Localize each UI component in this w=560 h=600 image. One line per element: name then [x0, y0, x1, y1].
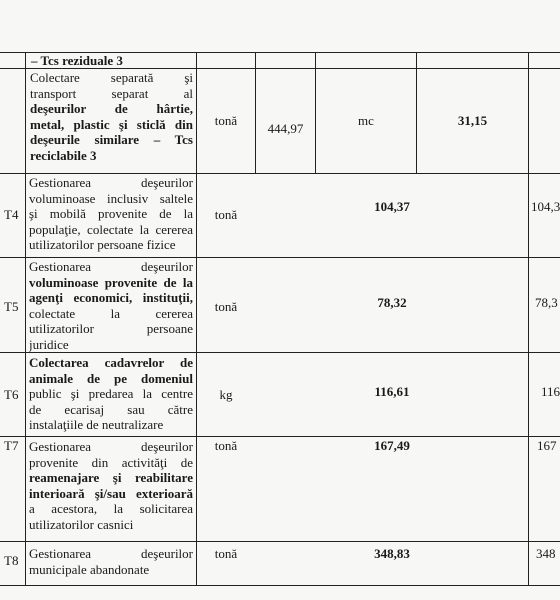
- value-cell-truncated: 348: [536, 546, 556, 561]
- value-cell: 31,15: [457, 113, 488, 128]
- table-rule: [0, 436, 560, 437]
- unit-cell: tonă: [214, 546, 238, 561]
- description-line: deşeurilor de hârtie,: [30, 101, 193, 117]
- description-line: voluminoase inclusiv saltele: [29, 190, 193, 206]
- description-line: – Tcs reziduale 3: [31, 53, 123, 68]
- service-code: T8: [4, 553, 19, 568]
- description-line: şi mobilă provenite de la: [29, 206, 193, 222]
- description-line: Gestionarea deşeurilor: [29, 546, 193, 561]
- value-cell: 167,49: [374, 438, 410, 453]
- description-line: deşeurile similare – Tcs: [30, 132, 193, 148]
- quantity-cell: 444,97: [267, 121, 304, 136]
- description-line: Colectare separată şi: [30, 70, 193, 85]
- description-line: Gestionarea deşeurilor: [29, 439, 193, 454]
- unit-cell: kg: [219, 387, 233, 402]
- table-rule: [255, 52, 256, 173]
- unit-cell: tonă: [214, 113, 238, 128]
- value-cell: 104,37: [374, 199, 410, 214]
- description-line: utilizatorilor persoane: [29, 321, 193, 337]
- table-rule: [0, 541, 560, 542]
- value-cell-truncated: 78,3: [535, 295, 558, 310]
- service-code: T6: [4, 387, 19, 402]
- table-rule: [0, 173, 560, 174]
- description-line: animale de pe domeniul: [29, 370, 193, 386]
- table-rule: [25, 52, 26, 585]
- description-line: reamenajare şi reabilitare: [29, 470, 193, 486]
- table-rule: [196, 52, 197, 585]
- description-line: Colectarea cadavrelor de: [29, 355, 193, 370]
- value-cell: 116,61: [374, 384, 410, 399]
- service-description: [29, 259, 193, 353]
- value-cell: 348,83: [374, 546, 410, 561]
- service-description: [29, 546, 193, 577]
- table-rule: [0, 585, 560, 586]
- table-rule: [528, 52, 529, 585]
- service-description: [29, 355, 193, 433]
- description-line: utilizatorilor persoane fizice: [29, 237, 176, 253]
- service-description: [30, 70, 193, 164]
- description-line: voluminoase provenite de la: [29, 274, 193, 290]
- value-cell-truncated: 167: [537, 438, 557, 453]
- description-line: agenţi economici, instituţii,: [29, 290, 193, 306]
- value-cell-truncated: 116: [541, 384, 560, 399]
- description-line: metal, plastic şi sticlă din: [30, 116, 193, 132]
- value-cell-truncated: 104,3: [531, 199, 560, 214]
- description-line: municipale abandonate: [29, 561, 150, 577]
- description-line: utilizatorilor casnici: [29, 516, 134, 532]
- service-code: T7: [4, 438, 19, 453]
- description-line: instalaţiile de neutralizare: [29, 417, 164, 433]
- description-line: interioară şi/sau exterioară: [29, 485, 193, 501]
- service-code: T5: [4, 299, 19, 314]
- description-line: transport separat al: [30, 85, 193, 101]
- unit-cell: mc: [358, 113, 374, 128]
- description-line: populaţie, colectate la cererea: [29, 221, 193, 237]
- description-line: public şi predarea la centre: [29, 386, 193, 402]
- description-line: provenite din activităţi de: [29, 454, 193, 470]
- service-code: T4: [4, 207, 19, 222]
- description-line: juridice: [29, 336, 69, 352]
- description-line: a acestora, la solicitarea: [29, 501, 193, 517]
- description-line: de ecarisaj sau către: [29, 401, 193, 417]
- unit-cell: tonă: [214, 299, 238, 314]
- unit-cell: tonă: [214, 207, 238, 222]
- value-cell: 78,32: [377, 295, 407, 310]
- unit-cell: tonă: [214, 438, 238, 453]
- description-line: colectate la cererea: [29, 305, 193, 321]
- description-line: reciclabile 3: [30, 147, 97, 163]
- service-description: [29, 175, 193, 253]
- description-line: Gestionarea deşeurilor: [29, 259, 193, 274]
- service-description: [29, 439, 193, 533]
- service-description: [31, 53, 191, 69]
- table-rule: [0, 257, 560, 258]
- description-line: Gestionarea deşeurilor: [29, 175, 193, 190]
